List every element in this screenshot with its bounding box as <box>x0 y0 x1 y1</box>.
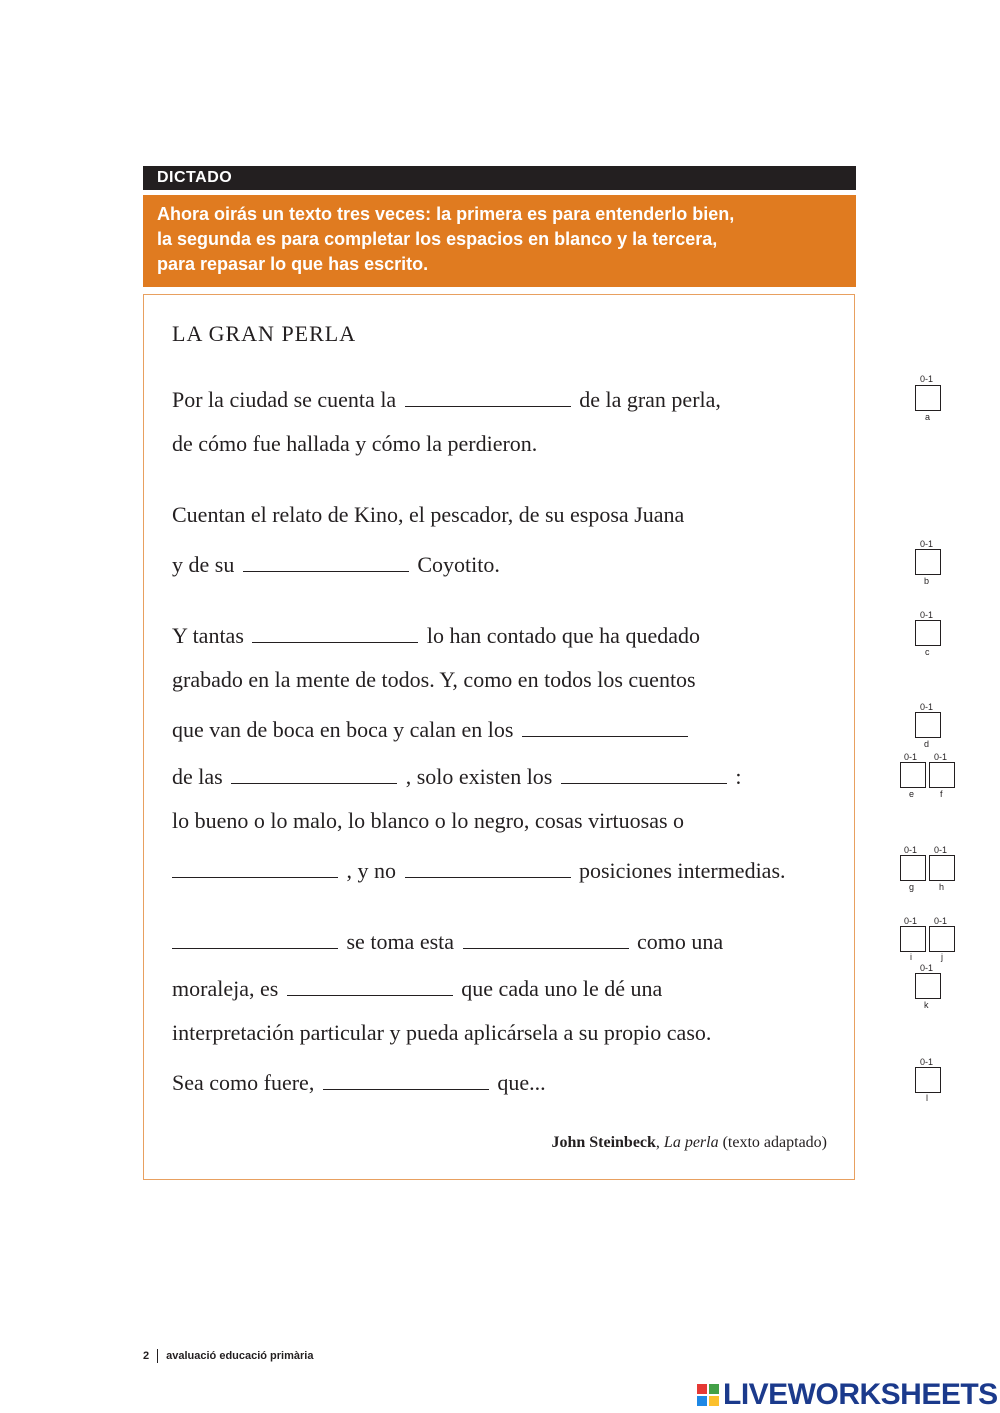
text-fragment: posiciones intermedias. <box>579 858 786 883</box>
score-box-c[interactable] <box>915 620 941 646</box>
footer-text: avaluació educació primària <box>166 1349 314 1362</box>
text-line <box>172 973 662 1003</box>
text-fragment: que cada uno le dé una <box>461 976 663 1001</box>
text-fragment: lo bueno o lo malo, lo blanco o lo negro, cosas virtuosas o <box>172 808 685 833</box>
score-box-i[interactable] <box>900 926 926 952</box>
text-fragment: Por la ciudad se cuenta la <box>172 387 397 412</box>
text-fragment: como una <box>637 929 724 954</box>
text-line <box>172 384 721 414</box>
score-box-d[interactable] <box>915 712 941 738</box>
score-range-label: 0-1 <box>904 845 918 855</box>
text-fragment: , solo existen los <box>405 764 553 789</box>
score-range-label: 0-1 <box>920 963 934 973</box>
score-letter: j <box>941 952 943 962</box>
blank-c[interactable] <box>252 620 418 643</box>
text-fragment: : <box>735 764 742 789</box>
score-range-label: 0-1 <box>904 752 918 762</box>
text-line <box>172 549 500 579</box>
score-range-label: 0-1 <box>920 610 934 620</box>
text-fragment: Coyotito. <box>417 552 500 577</box>
score-box-e[interactable] <box>900 762 926 788</box>
page-number: 2 <box>143 1349 150 1362</box>
text-fragment: interpretación particular y pueda aplicársela a su propio caso. <box>172 1020 712 1045</box>
text-fragment: se toma esta <box>346 929 455 954</box>
blank-j[interactable] <box>463 926 629 949</box>
score-box-f[interactable] <box>929 762 955 788</box>
section-header-label: DICTADO <box>157 169 233 186</box>
instruction-line: para repasar lo que has escrito. <box>157 254 429 274</box>
citation-note: (texto adaptado) <box>718 1134 827 1151</box>
blank-e[interactable] <box>231 761 397 784</box>
text-fragment: grabado en la mente de todos. Y, como en todos los cuentos <box>172 667 696 692</box>
liveworksheets-watermark <box>697 1378 998 1411</box>
citation-work: La perla <box>663 1134 719 1151</box>
score-box-b[interactable] <box>915 549 941 575</box>
score-range-label: 0-1 <box>920 374 934 384</box>
citation-author: John Steinbeck <box>551 1134 656 1151</box>
text-line <box>172 714 691 744</box>
score-letter: b <box>924 576 930 586</box>
page-footer <box>143 1349 313 1363</box>
text-line <box>172 808 684 838</box>
section-header <box>143 166 856 190</box>
text-fragment: de las <box>172 764 223 789</box>
text-line <box>172 667 696 697</box>
score-range-label: 0-1 <box>920 1057 934 1067</box>
score-box-h[interactable] <box>929 855 955 881</box>
score-box-g[interactable] <box>900 855 926 881</box>
text-fragment: moraleja, es <box>172 976 279 1001</box>
score-box-a[interactable] <box>915 385 941 411</box>
text-line <box>172 620 700 650</box>
score-letter: f <box>940 789 943 799</box>
text-title: LA GRAN PERLA <box>172 321 357 346</box>
score-box-l[interactable] <box>915 1067 941 1093</box>
citation-sep: , <box>655 1134 664 1151</box>
blank-g[interactable] <box>172 855 338 878</box>
blank-l[interactable] <box>323 1067 489 1090</box>
blank-i[interactable] <box>172 926 338 949</box>
score-range-label: 0-1 <box>920 539 934 549</box>
instruction-line: la segunda es para completar los espacios en blanco y la tercera, <box>157 229 718 249</box>
score-letter: d <box>924 739 930 749</box>
text-line <box>172 761 742 791</box>
score-letter: h <box>939 882 945 892</box>
score-letter: k <box>924 1000 929 1010</box>
score-letter: a <box>925 412 931 422</box>
blank-f[interactable] <box>561 761 727 784</box>
text-line <box>172 502 684 532</box>
instructions-box <box>143 195 856 287</box>
text-fragment: de la gran perla, <box>579 387 721 412</box>
citation <box>551 1134 827 1152</box>
text-fragment: Sea como fuere, <box>172 1070 315 1095</box>
text-line <box>172 1067 546 1097</box>
score-range-label: 0-1 <box>934 916 948 926</box>
text-line <box>172 855 786 885</box>
text-fragment: de cómo fue hallada y cómo la perdieron. <box>172 431 538 456</box>
score-letter: l <box>926 1093 928 1103</box>
blank-a[interactable] <box>405 384 571 407</box>
text-line <box>172 1020 711 1050</box>
score-box-j[interactable] <box>929 926 955 952</box>
text-line <box>172 431 537 461</box>
blank-b[interactable] <box>243 549 409 572</box>
blank-h[interactable] <box>405 855 571 878</box>
liveworksheets-logo-icon <box>697 1384 719 1406</box>
text-fragment: que van de boca en boca y calan en los <box>172 717 514 742</box>
score-letter: e <box>909 789 915 799</box>
score-range-label: 0-1 <box>934 845 948 855</box>
text-fragment: Y tantas <box>172 623 244 648</box>
text-fragment: que... <box>497 1070 546 1095</box>
score-letter: g <box>909 882 915 892</box>
score-letter: c <box>925 647 930 657</box>
watermark-text: LIVEWORKSHEETS <box>723 1378 998 1411</box>
score-range-label: 0-1 <box>920 702 934 712</box>
score-range-label: 0-1 <box>904 916 918 926</box>
text-fragment: lo han contado que ha quedado <box>426 623 700 648</box>
score-letter: i <box>910 952 912 962</box>
score-box-k[interactable] <box>915 973 941 999</box>
text-fragment: Cuentan el relato de Kino, el pescador, de su esposa Juana <box>172 502 685 527</box>
score-range-label: 0-1 <box>934 752 948 762</box>
blank-k[interactable] <box>287 973 453 996</box>
footer-divider <box>157 1349 158 1363</box>
blank-d[interactable] <box>522 714 688 737</box>
text-fragment: y de su <box>172 552 235 577</box>
text-fragment: , y no <box>346 858 396 883</box>
instruction-line: Ahora oirás un texto tres veces: la primera es para entenderlo bien, <box>157 204 735 224</box>
text-line <box>172 926 723 956</box>
